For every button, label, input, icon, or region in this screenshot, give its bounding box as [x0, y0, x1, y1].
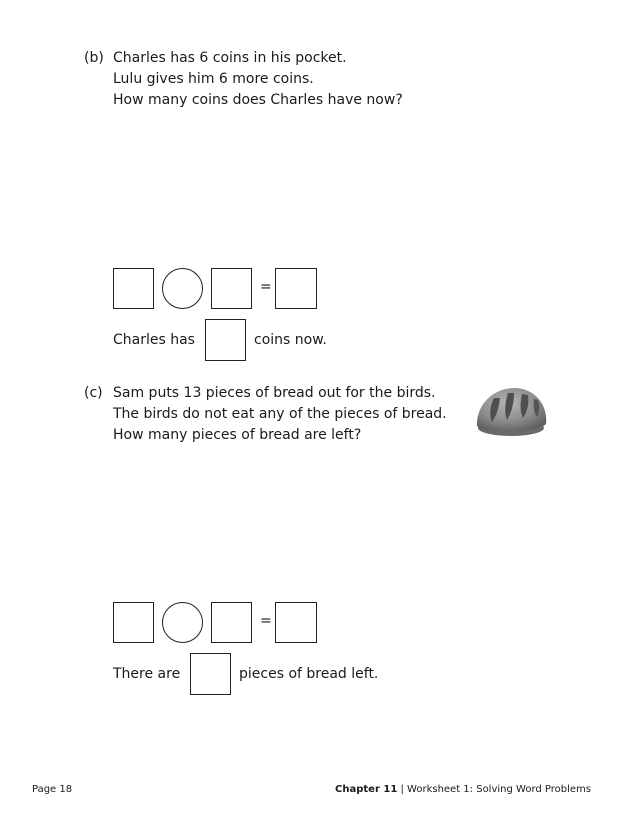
answer-c-suffix: pieces of bread left. — [239, 666, 379, 682]
question-c-line-3: How many pieces of bread are left? — [113, 427, 362, 443]
footer-chapter-info — [335, 784, 591, 795]
equation-b-equals-sign: = — [260, 279, 272, 295]
question-c-line-2: The birds do not eat any of the pieces of bread. — [113, 406, 447, 422]
question-b-line-3: How many coins does Charles have now? — [113, 92, 403, 108]
equation-c-result-box[interactable] — [275, 602, 317, 643]
equation-c-box-1[interactable] — [113, 602, 154, 643]
answer-c-prefix: There are — [113, 666, 181, 682]
question-b-text — [113, 48, 403, 111]
page-number: Page 18 — [32, 784, 73, 795]
answer-b-prefix: Charles has — [113, 332, 195, 348]
answer-b-box[interactable] — [205, 319, 246, 361]
equation-b-box-1[interactable] — [113, 268, 154, 309]
footer-chapter: Chapter 11 — [335, 784, 398, 795]
question-b-line-2: Lulu gives him 6 more coins. — [113, 71, 314, 87]
equation-c-box-2[interactable] — [211, 602, 252, 643]
footer-worksheet: Worksheet 1: Solving Word Problems — [407, 784, 591, 795]
question-c-text — [113, 383, 447, 446]
equation-b-result-box[interactable] — [275, 268, 317, 309]
answer-b-suffix: coins now. — [254, 332, 327, 348]
equation-c-equals-sign: = — [260, 613, 272, 629]
equation-b-box-2[interactable] — [211, 268, 252, 309]
question-b-label: (b) — [84, 50, 104, 66]
equation-b-operator-circle[interactable] — [162, 268, 203, 309]
answer-c-box[interactable] — [190, 653, 231, 695]
question-c-line-1: Sam puts 13 pieces of bread out for the birds. — [113, 385, 436, 401]
question-c-label: (c) — [84, 385, 103, 401]
question-b-line-1: Charles has 6 coins in his pocket. — [113, 50, 347, 66]
equation-c-operator-circle[interactable] — [162, 602, 203, 643]
bread-loaf-illustration — [470, 382, 550, 440]
footer-separator: | — [400, 784, 404, 795]
